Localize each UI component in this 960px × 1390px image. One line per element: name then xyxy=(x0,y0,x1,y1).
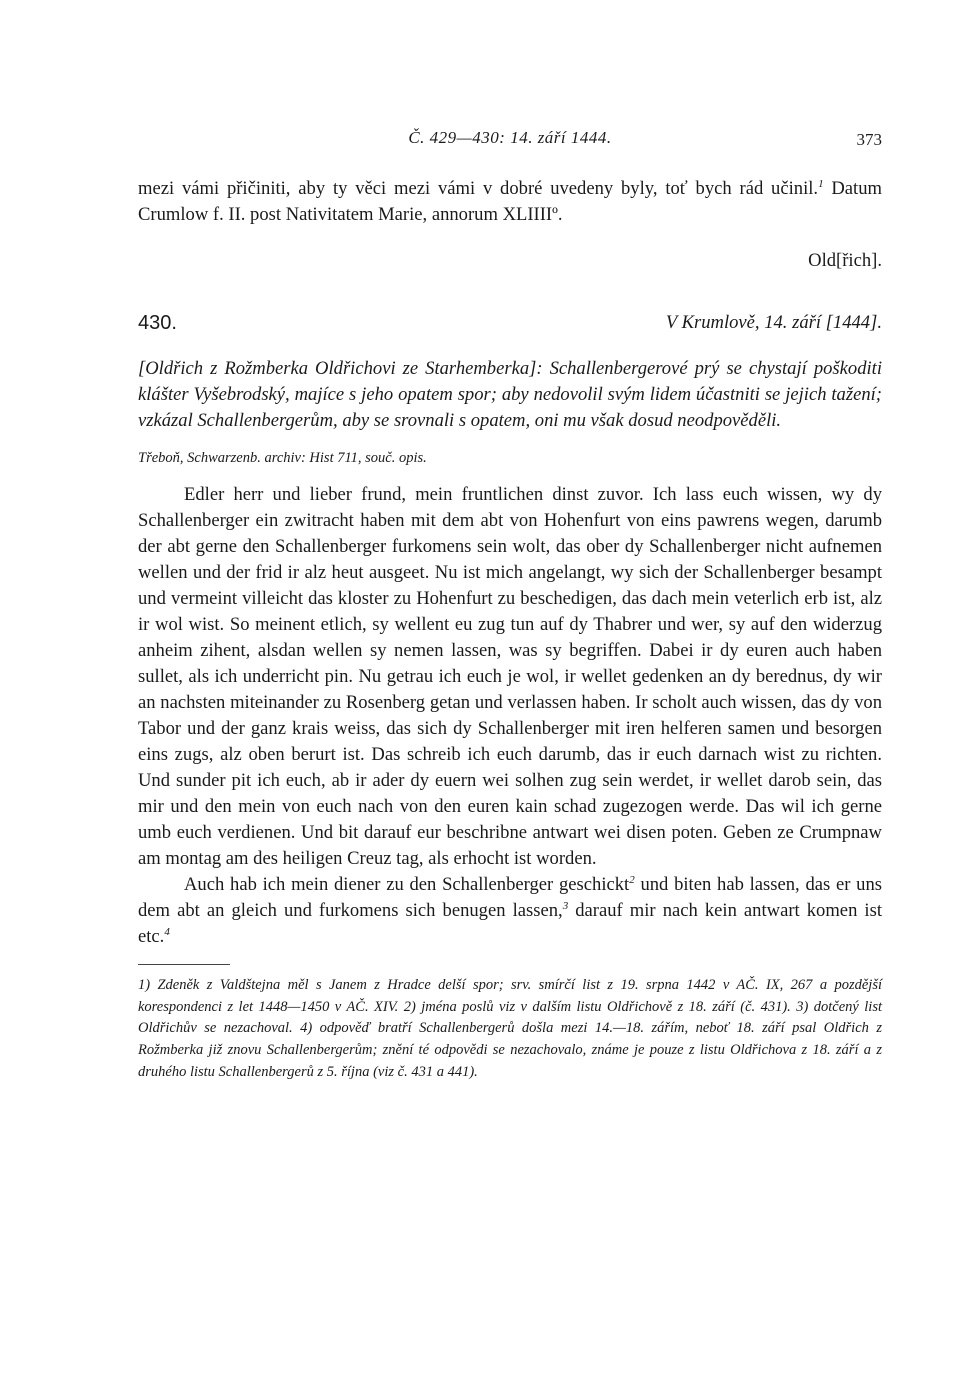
document-place-date: V Krumlově, 14. září [1444]. xyxy=(665,312,882,333)
document-number: 430. xyxy=(138,312,177,334)
postscript-text-b: und biten hab lassen, das er uns dem abt an gleich und furkomens sich benugen lassen, xyxy=(138,874,882,921)
footnote-ref-3: 3 xyxy=(562,899,569,912)
page-number: 373 xyxy=(856,130,882,149)
running-head xyxy=(138,128,882,156)
letter-paragraph: Edler herr und lieber frund, mein fruntlichen dinst zuvor. Ich lass euch wissen, wy dy Schallenberger ein zwitracht haben mit dem abt von Hohenfurt von eins pawrens wegen, darumb der abt gerne den Schallenberger furkomens sein wolt, das ober dy Schallenberger nicht aufnemen wellen und der frid ir alz heut ausgeet. Nu ist mich angelangt, wy sich der Schallenberger besampt und vermeint villeicht das kloster zu Hohenfurt zu beschedigen, das dach mein veterlich erb ist, alz ir wol wist. So meinent etlich, sy wellent eu zug tun auf dy Thabrer und wer, sy auf den widerzug anheim zihent, alsdan wellen sy nemen lassen, was sy begriffen. Dabei ir dy euren auch haben sullet, als ich underricht pin. Nu getrau ich euch je wol, ir wellet gedenken an dy berednus, dy wir an nachsten miteinander zu Rosenberg getan und verlassen haben. Ir scholt auch wissen, das dy von Tabor und der ganz krais weiss, das sich dy Schallenberger mit iren helferen samen und besorgen eins zugs, alz oben berurt ist. Das schreib ich euch darumb, das ir euch darnach wist zu richten. Und sunder pit ich euch, ab ir ader dy euern wei solhen zug sein werdet, ir wellet darob sein, das mir und den mein von euch nach von den euren kain schad zugezogen werde. Das wil ich gerne umb euch verdienen. Und bit darauf eur beschribne antwart wei disen poten. Geben ze Crumpnaw am montag am des heiligen Creuz tag, als erhocht ist worden. xyxy=(138,484,882,869)
letter-postscript xyxy=(138,872,882,950)
footnote-ref-4: 4 xyxy=(164,925,170,938)
postscript-text-c: darauf mir nach kein antwart komen ist etc. xyxy=(138,900,882,947)
footnote-divider xyxy=(138,964,230,965)
previous-letter-ending xyxy=(138,176,882,228)
signature: Old[řich]. xyxy=(808,250,882,271)
footnote-ref-2: 2 xyxy=(629,873,635,886)
document-page xyxy=(138,128,882,1084)
footnotes: 1) Zdeněk z Valdštejna měl s Janem z Hradce delší spor; srv. smírčí list z 19. srpna 1442 v AČ. IX, 267 a pozdější korespondenci z let 1448—1450 v AČ. XIV. 2) jména poslů viz v dalším listu Oldřichově z 18. září (č. 431). 3) dotčený list Oldřichův se nezachoval. 4) odpověď bratří Schallenbergerů došla mezi 14.—18. zářím, neboť 18. září psal Oldřich z Rožmberka již znovu Schallenbergerům; znění té odpovědi se nezachovalo, známe je pouze z listu Oldřichova z 18. září a z druhého listu Schallenbergerů z 5. října (viz č. 431 a 441). xyxy=(138,977,882,1080)
letter-body xyxy=(138,482,882,950)
archival-source: Třeboň, Schwarzenb. archiv: Hist 711, souč. opis. xyxy=(138,450,427,466)
document-header xyxy=(138,312,882,342)
running-head-title: Č. 429—430: 14. září 1444. xyxy=(408,128,612,147)
regest-summary: [Oldřich z Rožmberka Oldřichovi ze Starhemberka]: Schallenbergerové prý se chystají poškoditi klášter Vyšebrodský, majíce s jeho opatem spor; aby nedovolil svým lidem účastniti se jejich tažení; vzkázal Schallenbergerům, aby se srovnali s opatem, oni mu však dosud neodpověděli. xyxy=(138,358,882,431)
previous-letter-dating: Datum Crumlow f. II. post Nativitatem Marie, annorum XLIIIIº. xyxy=(138,178,882,225)
previous-letter-text: mezi vámi přičiniti, aby ty věci mezi vámi v dobré uvedeny byly, toť bych rád učinil. xyxy=(138,178,819,199)
postscript-text-a: Auch hab ich mein diener zu den Schallenberger geschickt xyxy=(184,874,630,895)
footnote-ref-1: 1 xyxy=(818,177,824,190)
